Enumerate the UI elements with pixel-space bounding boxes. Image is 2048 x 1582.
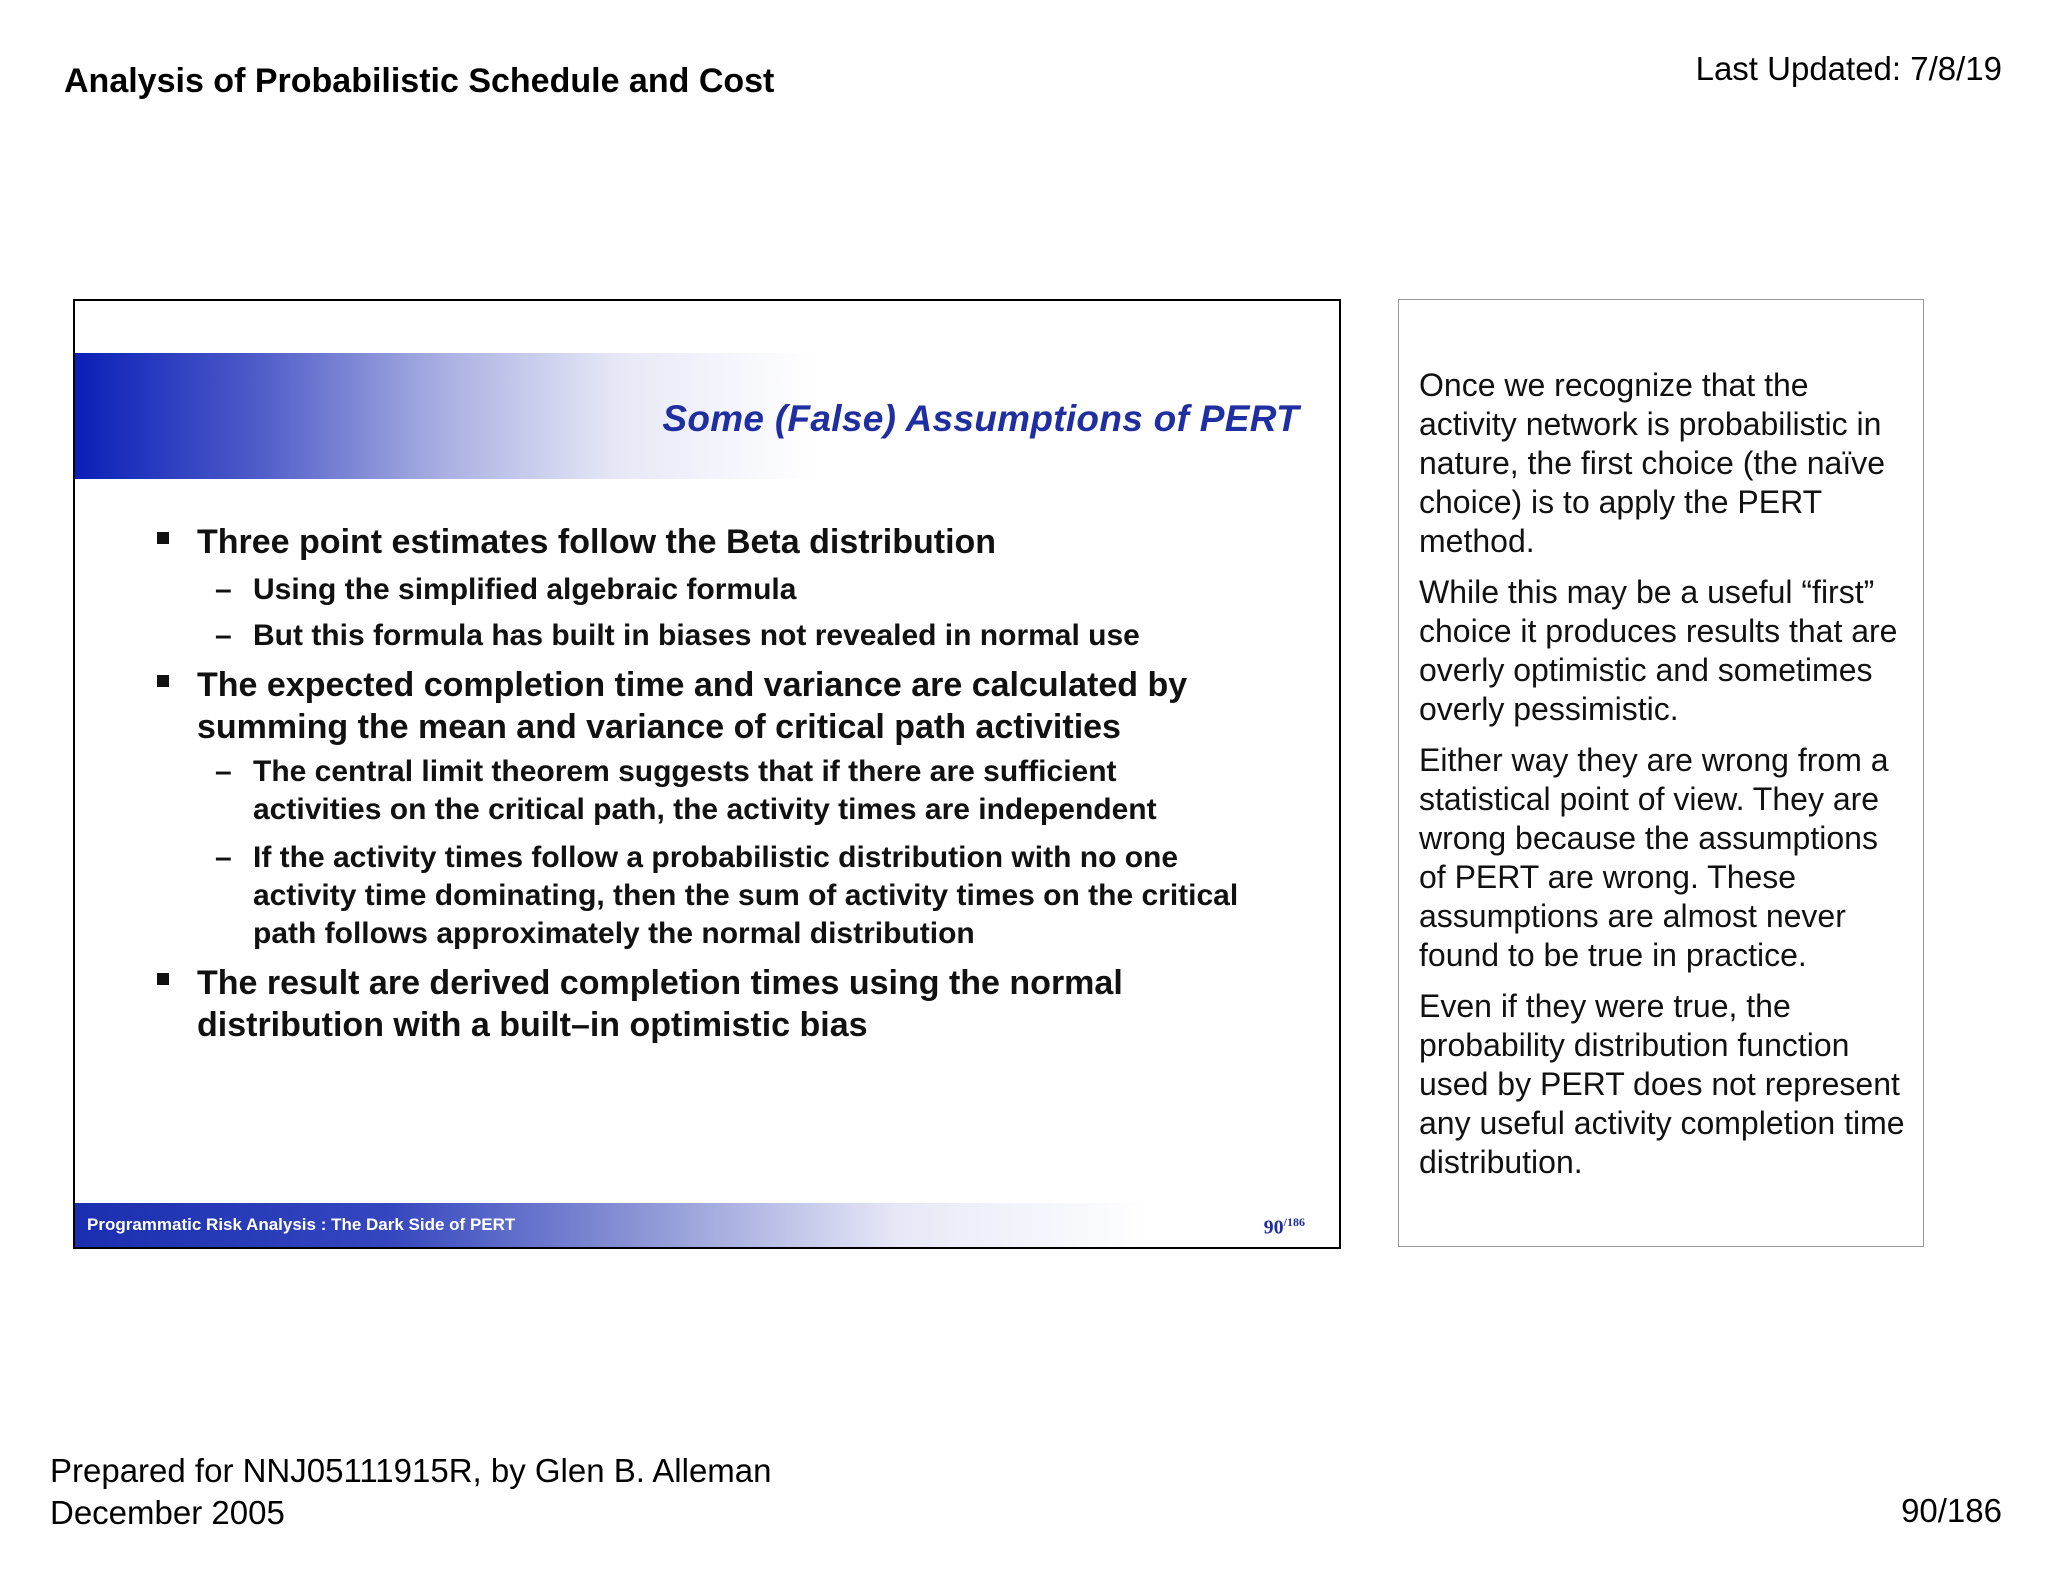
slide-footer-text: Programmatic Risk Analysis : The Dark Side of PERT bbox=[87, 1215, 516, 1234]
bullet-text: The result are derived completion times using the normal distribution with a built–in optimistic bias bbox=[197, 964, 1123, 1044]
sub-bullet-text: But this formula has built in biases not revealed in normal use bbox=[253, 619, 1140, 652]
page-number: 90/186 bbox=[1901, 1492, 2002, 1529]
bullet-item bbox=[197, 962, 1197, 1046]
slide-image bbox=[73, 299, 1341, 1249]
notes-paragraph: Even if they were true, the probability distribution function used by PERT does not represent any useful activity completion time distribution. bbox=[1419, 988, 1905, 1180]
notes-paragraph: While this may be a useful “first” choice it produces results that are overly optimistic and sometimes overly pessimistic. bbox=[1419, 574, 1898, 727]
sub-bullet-text: The central limit theorem suggests that if there are sufficient activities on the critical path, the activity times are independent bbox=[253, 755, 1157, 826]
dash-bullet-icon: – bbox=[215, 841, 232, 874]
sub-bullet-text: If the activity times follow a probabilistic distribution with no one activity time dominating, then the sum of activity times on the critical path follows approximately the normal distribution bbox=[253, 841, 1239, 950]
notes-paragraph: Either way they are wrong from a statistical point of view. They are wrong because the assumptions of PERT are wrong. These assumptions are almost never found to be true in practice. bbox=[1419, 742, 1889, 973]
prepared-by bbox=[50, 1450, 772, 1534]
sub-bullet-item bbox=[215, 617, 1253, 655]
dash-bullet-icon: – bbox=[215, 619, 232, 652]
bullet-item bbox=[197, 664, 1237, 748]
speaker-notes-box bbox=[1398, 299, 1924, 1247]
bullet-text: Three point estimates follow the Beta distribution bbox=[197, 523, 997, 561]
slide-page-total: /186 bbox=[1283, 1215, 1305, 1229]
square-bullet-icon bbox=[157, 532, 169, 544]
document-title: Analysis of Probabilistic Schedule and Cost bbox=[64, 62, 775, 100]
sub-bullet-text: Using the simplified algebraic formula bbox=[253, 573, 797, 606]
prepared-for-line: Prepared for NNJ05111915R, by Glen B. Alleman bbox=[50, 1452, 772, 1489]
bullet-item bbox=[197, 521, 1257, 563]
dash-bullet-icon: – bbox=[215, 573, 232, 606]
last-updated-date: Last Updated: 7/8/19 bbox=[1695, 50, 2002, 87]
sub-bullet-item bbox=[215, 839, 1263, 953]
square-bullet-icon bbox=[157, 973, 169, 985]
slide-page-current: 90 bbox=[1263, 1216, 1284, 1239]
dash-bullet-icon: – bbox=[215, 755, 232, 788]
bullet-text: The expected completion time and variance are calculated by summing the mean and variance of critical path activities bbox=[197, 666, 1188, 746]
sub-bullet-item bbox=[215, 571, 1253, 609]
slide-page-number bbox=[1264, 1215, 1305, 1240]
slide-title: Some (False) Assumptions of PERT bbox=[662, 398, 1299, 439]
slide-footer-bar bbox=[75, 1203, 1339, 1247]
notes-paragraph: Once we recognize that the activity network is probabilistic in nature, the first choice (the naïve choice) is to apply the PERT method. bbox=[1419, 367, 1886, 559]
slide-bullet-list bbox=[75, 301, 1339, 1247]
square-bullet-icon bbox=[157, 675, 169, 687]
sub-bullet-item bbox=[215, 753, 1253, 829]
prepared-date: December 2005 bbox=[50, 1494, 285, 1531]
